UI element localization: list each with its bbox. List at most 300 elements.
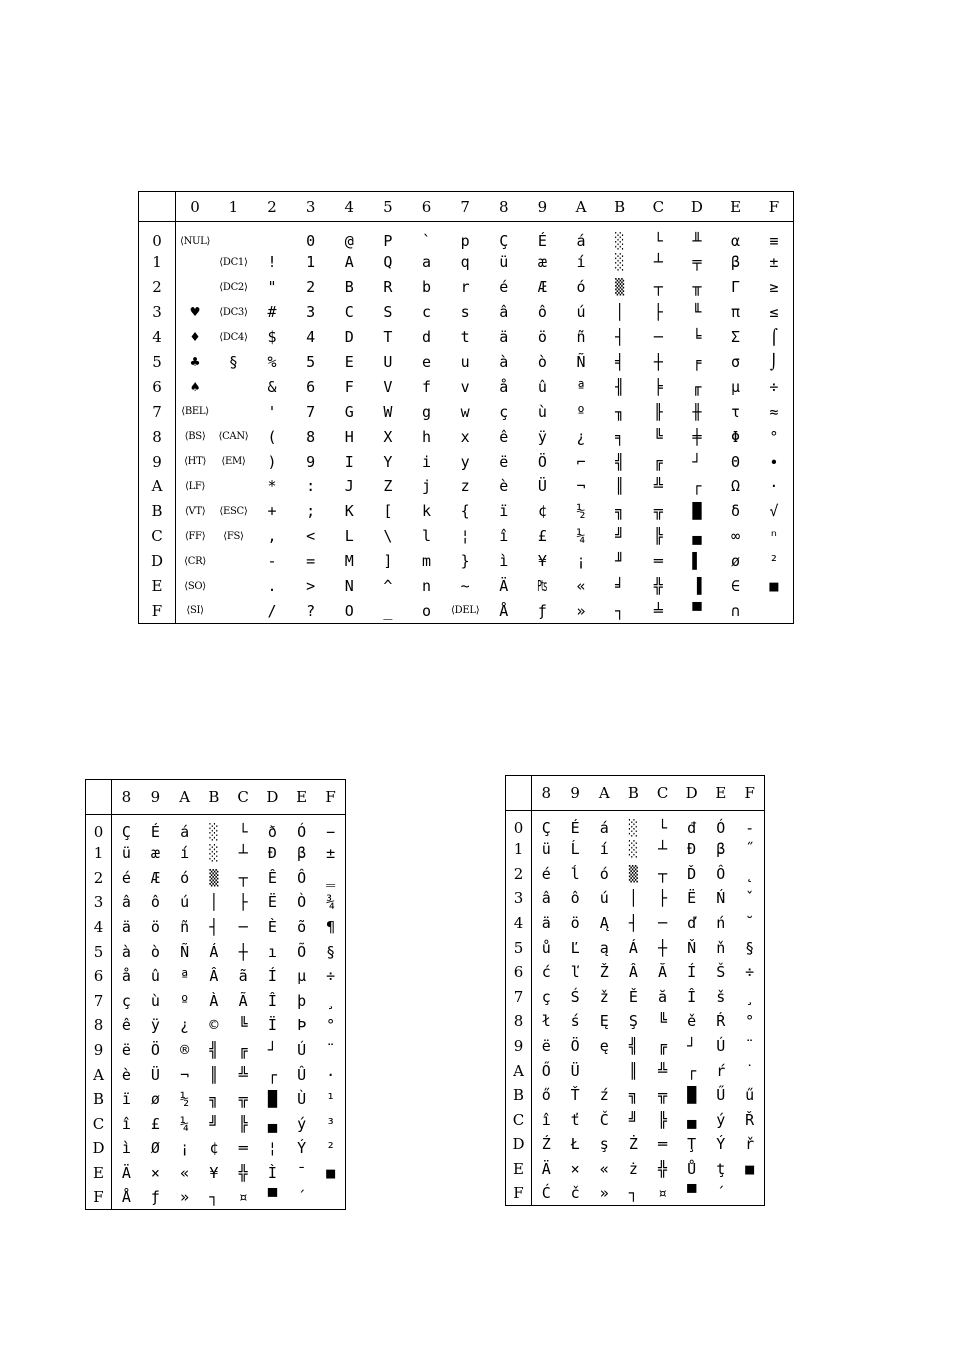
- char-cell: ╠: [653, 527, 663, 546]
- char-cell: &: [267, 377, 277, 396]
- char-cell: g: [422, 402, 432, 421]
- char-cell: Ô: [297, 868, 307, 887]
- char-cell: ¦: [267, 1139, 277, 1158]
- column-header: 8: [532, 776, 561, 811]
- char-cell: !: [267, 253, 277, 272]
- char-cell: ∩: [731, 601, 741, 620]
- char-cell: ł: [541, 1012, 551, 1031]
- char-cell: ┬: [653, 278, 663, 297]
- char-cell: Ű: [716, 1086, 726, 1105]
- row-header: 0: [506, 811, 532, 838]
- table-row: [506, 1083, 765, 1108]
- char-cell: P: [383, 232, 393, 250]
- char-cell: [590, 1058, 619, 1083]
- char-cell: t: [460, 328, 470, 347]
- char-cell: ├: [238, 893, 248, 912]
- char-cell: ¤: [238, 1188, 248, 1207]
- char-cell: ę: [599, 1037, 609, 1056]
- char-cell: ´: [297, 1188, 307, 1207]
- table-row: [86, 939, 346, 964]
- char-cell: å: [121, 967, 131, 986]
- table-row: [139, 474, 794, 499]
- char-cell: 6: [306, 377, 316, 396]
- char-cell: ┤: [628, 914, 638, 933]
- table-row: [139, 549, 794, 574]
- char-cell: ř: [745, 1135, 755, 1154]
- char-cell: §: [745, 938, 755, 957]
- char-cell: @: [344, 232, 354, 250]
- table-row: [506, 985, 765, 1010]
- char-cell: ˇ: [745, 889, 755, 908]
- char-cell: δ: [731, 502, 741, 521]
- char-cell: ź: [599, 1086, 609, 1105]
- char-cell: ╦: [238, 1090, 248, 1109]
- char-cell: ±: [769, 253, 779, 272]
- char-cell: ░: [209, 844, 219, 863]
- char-cell: ┘: [692, 452, 702, 471]
- char-cell: Ů: [687, 1160, 697, 1179]
- char-cell: ╝: [628, 1110, 638, 1129]
- char-cell: Ŕ: [716, 1012, 726, 1031]
- char-cell: ý: [297, 1114, 307, 1133]
- char-cell: ñ: [180, 918, 190, 937]
- row-header: 2: [139, 275, 176, 300]
- char-cell: ░: [628, 840, 638, 859]
- char-cell: ┘: [687, 1037, 697, 1056]
- char-cell: >: [306, 577, 316, 596]
- char-cell: ∞: [731, 527, 741, 546]
- char-cell: ⌡: [769, 353, 779, 371]
- char-cell: ď: [687, 914, 697, 933]
- char-cell: Γ: [731, 278, 741, 297]
- char-cell: ő: [541, 1086, 551, 1105]
- char-cell: »: [180, 1188, 190, 1207]
- char-cell: ╗: [209, 1090, 219, 1109]
- char-cell: ╝: [209, 1114, 219, 1133]
- char-cell: Ã: [238, 991, 248, 1010]
- char-cell: ╔: [653, 452, 663, 471]
- char-cell: ?: [306, 601, 316, 620]
- char-cell: s: [460, 303, 470, 322]
- char-cell: ⟨DEL⟩: [451, 605, 480, 617]
- char-cell: š: [716, 987, 726, 1006]
- char-cell: î: [499, 527, 509, 546]
- char-cell: [176, 250, 215, 275]
- char-cell: C: [344, 303, 354, 322]
- char-cell: Û: [297, 1065, 307, 1084]
- char-cell: Ń: [716, 889, 726, 908]
- char-cell: ⟨BS⟩: [184, 431, 206, 443]
- char-cell: Ö: [570, 1037, 580, 1056]
- char-cell: ╪: [692, 427, 702, 446]
- char-cell: ]: [383, 552, 393, 571]
- code-table-right: [505, 775, 765, 1206]
- char-cell: ≡: [769, 232, 779, 250]
- char-cell: ': [267, 402, 277, 421]
- char-cell: [214, 574, 253, 599]
- char-cell: ð: [267, 823, 277, 841]
- char-cell: Ò: [297, 893, 307, 912]
- row-header: B: [139, 499, 176, 524]
- char-cell: ,: [267, 527, 277, 546]
- char-cell: Ö: [150, 1041, 160, 1060]
- char-cell: ¾: [326, 893, 336, 912]
- column-header: 9: [523, 192, 562, 222]
- char-cell: ╚: [653, 427, 663, 446]
- char-cell: î: [541, 1110, 551, 1129]
- char-cell: β: [731, 253, 741, 272]
- char-cell: M: [344, 552, 354, 571]
- char-cell: ┘: [267, 1041, 277, 1060]
- char-cell: N: [344, 577, 354, 596]
- char-cell: ø: [150, 1090, 160, 1109]
- char-cell: ║: [615, 477, 625, 496]
- char-cell: ø: [731, 552, 741, 571]
- char-cell: Ñ: [576, 353, 586, 371]
- char-cell: ├: [658, 889, 668, 908]
- row-header: 8: [139, 424, 176, 449]
- char-cell: [: [383, 502, 393, 521]
- char-cell: e: [422, 353, 432, 371]
- char-cell: J: [344, 477, 354, 496]
- char-cell: ä: [121, 918, 131, 937]
- char-cell: q: [460, 253, 470, 272]
- char-cell: Ç: [499, 232, 509, 250]
- char-cell: ─: [658, 914, 668, 933]
- char-cell: ö: [570, 914, 580, 933]
- char-cell: ┌: [267, 1065, 277, 1084]
- char-cell: ╬: [658, 1160, 668, 1179]
- char-cell: v: [460, 377, 470, 396]
- char-cell: ö: [537, 328, 547, 347]
- table-row: [139, 374, 794, 399]
- char-cell: y: [460, 452, 470, 471]
- char-cell: Ď: [687, 864, 697, 883]
- table-row: [506, 1181, 765, 1206]
- char-cell: └: [238, 823, 248, 841]
- row-header: C: [86, 1112, 112, 1137]
- char-cell: ┤: [209, 918, 219, 937]
- table-row: [86, 1112, 346, 1137]
- char-cell: ▒: [628, 864, 638, 883]
- row-header: 9: [86, 1038, 112, 1063]
- char-cell: F: [344, 377, 354, 396]
- char-cell: ó: [576, 278, 586, 297]
- char-cell: ▄: [692, 527, 702, 546]
- char-cell: ⟨HT⟩: [184, 456, 207, 468]
- char-cell: ¼: [576, 527, 586, 546]
- char-cell: ì: [121, 1139, 131, 1158]
- char-cell: ┌: [692, 477, 702, 496]
- char-cell: %: [267, 353, 277, 371]
- char-cell: h: [422, 427, 432, 446]
- char-cell: Σ: [731, 328, 741, 347]
- char-cell: ·: [326, 1065, 336, 1084]
- char-cell: Ţ: [687, 1135, 697, 1154]
- char-cell: ƒ: [537, 601, 547, 620]
- char-cell: ─: [653, 328, 663, 347]
- row-header: 0: [139, 222, 176, 251]
- char-cell: ÷: [326, 967, 336, 986]
- corner-cell: [139, 192, 176, 222]
- char-cell: ´: [716, 1184, 726, 1203]
- char-cell: █: [267, 1090, 277, 1109]
- header-row: [86, 780, 346, 815]
- char-cell: ═: [238, 1139, 248, 1158]
- char-cell: [253, 222, 292, 251]
- char-cell: æ: [150, 844, 160, 863]
- char-cell: │: [628, 889, 638, 908]
- char-cell: ï: [121, 1090, 131, 1109]
- row-header: 4: [86, 915, 112, 940]
- char-cell: ó: [180, 868, 190, 887]
- char-cell: ć: [541, 963, 551, 982]
- char-cell: ½: [576, 502, 586, 521]
- char-cell: Ť: [570, 1086, 580, 1105]
- char-cell: ♦: [190, 328, 200, 347]
- char-cell: σ: [731, 353, 741, 371]
- char-cell: ⟨DC3⟩: [219, 306, 248, 318]
- char-cell: é: [499, 278, 509, 297]
- char-cell: ç: [541, 987, 551, 1006]
- char-cell: ;: [306, 502, 316, 521]
- column-header: E: [716, 192, 755, 222]
- char-cell: ç: [499, 402, 509, 421]
- char-cell: 0: [306, 232, 316, 250]
- table-row: [506, 1108, 765, 1133]
- char-cell: Ć: [541, 1184, 551, 1203]
- char-cell: Õ: [297, 942, 307, 961]
- char-cell: è: [121, 1065, 131, 1084]
- char-cell: 2: [306, 278, 316, 297]
- table-row: [506, 1009, 765, 1034]
- char-cell: «: [576, 577, 586, 596]
- char-cell: Ñ: [180, 942, 190, 961]
- char-cell: ╩: [653, 477, 663, 496]
- row-header: E: [506, 1157, 532, 1182]
- char-cell: ♣: [190, 353, 200, 371]
- char-cell: ⟨CAN⟩: [218, 431, 249, 443]
- char-cell: Í: [687, 963, 697, 982]
- char-cell: ╨: [692, 232, 702, 250]
- char-cell: ■: [326, 1164, 336, 1183]
- row-header: B: [86, 1087, 112, 1112]
- column-header: 2: [253, 192, 292, 222]
- row-header: E: [86, 1161, 112, 1186]
- table-row: [86, 1161, 346, 1186]
- table-row: [86, 1062, 346, 1087]
- row-header: 7: [139, 399, 176, 424]
- char-cell: Ω: [731, 477, 741, 496]
- char-cell: Ö: [537, 452, 547, 471]
- char-cell: ╣: [615, 452, 625, 471]
- char-cell: ĺ: [570, 864, 580, 883]
- table-row: [86, 890, 346, 915]
- char-cell: Đ: [687, 840, 697, 859]
- char-cell: ÷: [745, 963, 755, 982]
- char-cell: Θ: [731, 452, 741, 471]
- char-cell: Ř: [745, 1110, 755, 1129]
- char-cell: ╛: [615, 577, 625, 596]
- row-header: 5: [139, 350, 176, 375]
- column-header: 1: [214, 192, 253, 222]
- char-cell: ÷: [769, 377, 779, 396]
- char-cell: Ž: [599, 963, 609, 982]
- char-cell: [176, 275, 215, 300]
- char-cell: ╓: [692, 377, 702, 396]
- char-cell: ═: [653, 552, 663, 571]
- char-cell: ŕ: [716, 1061, 726, 1080]
- char-cell: Ň: [687, 938, 697, 957]
- char-cell: ⟨ESC⟩: [219, 505, 248, 517]
- char-cell: =: [306, 552, 316, 571]
- char-cell: ś: [570, 1012, 580, 1031]
- char-cell: ╟: [653, 402, 663, 421]
- char-cell: ă: [658, 987, 668, 1006]
- char-cell: ň: [716, 938, 726, 957]
- char-cell: Ă: [658, 963, 668, 982]
- char-cell: Ô: [716, 864, 726, 883]
- char-cell: ⟨LF⟩: [184, 480, 206, 492]
- char-cell: ü: [121, 844, 131, 863]
- char-cell: W: [383, 402, 393, 421]
- char-cell: [316, 1185, 345, 1210]
- char-cell: û: [537, 377, 547, 396]
- char-cell: ╡: [615, 353, 625, 371]
- char-cell: τ: [731, 402, 741, 421]
- table-row: [86, 1185, 346, 1210]
- char-cell: :: [306, 477, 316, 496]
- row-header: 6: [506, 960, 532, 985]
- char-cell: β: [716, 840, 726, 859]
- char-cell: ░: [615, 232, 625, 250]
- column-header: B: [619, 776, 648, 811]
- char-cell: o: [422, 601, 432, 620]
- char-cell: √: [769, 502, 779, 521]
- char-cell: ì: [499, 552, 509, 571]
- char-cell: í: [599, 840, 609, 859]
- char-cell: ▒: [615, 278, 625, 297]
- char-cell: ů: [541, 938, 551, 957]
- char-cell: É: [150, 823, 160, 841]
- char-cell: ≤: [769, 303, 779, 322]
- char-cell: │: [615, 303, 625, 322]
- char-cell: ¦: [460, 527, 470, 546]
- row-header: C: [139, 524, 176, 549]
- char-cell: Ě: [628, 987, 638, 1006]
- table-row: [139, 222, 794, 251]
- table-row: [506, 1058, 765, 1083]
- char-cell: Ø: [150, 1139, 160, 1158]
- char-cell: ⟨VT⟩: [184, 505, 206, 517]
- char-cell: í: [180, 844, 190, 863]
- char-cell: â: [541, 889, 551, 908]
- char-cell: Φ: [731, 427, 741, 446]
- char-cell: Ü: [537, 477, 547, 496]
- row-header: 8: [506, 1009, 532, 1034]
- char-cell: π: [731, 303, 741, 322]
- char-cell: ┼: [653, 353, 663, 371]
- char-cell: `: [422, 232, 432, 250]
- char-cell: ¨: [745, 1037, 755, 1056]
- char-cell: ├: [653, 303, 663, 322]
- char-cell: ≥: [769, 278, 779, 297]
- char-cell: ¿: [180, 1016, 190, 1035]
- column-header: 8: [112, 780, 141, 815]
- table-row: [139, 449, 794, 474]
- row-header: D: [86, 1136, 112, 1161]
- char-cell: ⟨SI⟩: [186, 605, 204, 617]
- char-cell: D: [344, 328, 354, 347]
- char-cell: G: [344, 402, 354, 421]
- table-row: [506, 1034, 765, 1059]
- char-cell: i: [422, 452, 432, 471]
- column-header: 9: [561, 776, 590, 811]
- column-header: D: [258, 780, 287, 815]
- row-header: 7: [86, 989, 112, 1014]
- char-cell: ╢: [615, 377, 625, 396]
- table-row: [139, 275, 794, 300]
- char-cell: ⟨FS⟩: [223, 530, 244, 542]
- table-row: [86, 866, 346, 891]
- char-cell: ║: [209, 1065, 219, 1084]
- char-cell: <: [306, 527, 316, 546]
- char-cell: Å: [121, 1188, 131, 1207]
- row-header: E: [139, 574, 176, 599]
- table-row: [506, 935, 765, 960]
- char-cell: ú: [599, 889, 609, 908]
- char-cell: ť: [570, 1110, 580, 1129]
- char-cell: _: [383, 601, 393, 620]
- char-cell: ë: [541, 1037, 551, 1056]
- char-cell: á: [599, 819, 609, 837]
- char-cell: /: [267, 601, 277, 620]
- row-header: 1: [139, 250, 176, 275]
- char-cell: Æ: [537, 278, 547, 297]
- char-cell: ²: [326, 1139, 336, 1158]
- char-cell: È: [267, 918, 277, 937]
- char-cell: Y: [383, 452, 393, 471]
- char-cell: ó: [599, 864, 609, 883]
- char-cell: Ł: [570, 1135, 580, 1154]
- char-cell: ú: [180, 893, 190, 912]
- char-cell: ‗: [326, 868, 336, 887]
- char-cell: ₧: [537, 577, 547, 596]
- char-cell: ½: [180, 1090, 190, 1109]
- char-cell: ż: [628, 1160, 638, 1179]
- char-cell: (: [267, 427, 277, 446]
- char-cell: ë: [499, 452, 509, 471]
- char-cell: ı: [267, 942, 277, 961]
- char-cell: ═: [658, 1135, 668, 1154]
- row-header: D: [139, 549, 176, 574]
- char-cell: Á: [209, 942, 219, 961]
- table-row: [506, 886, 765, 911]
- char-cell: Â: [628, 963, 638, 982]
- char-cell: ╦: [658, 1086, 668, 1105]
- char-cell: à: [499, 353, 509, 371]
- char-cell: á: [576, 232, 586, 250]
- char-cell: ˛: [745, 864, 755, 883]
- char-cell: α: [731, 232, 741, 250]
- char-cell: ï: [499, 502, 509, 521]
- char-cell: ⌐: [576, 452, 586, 471]
- char-cell: ┐: [209, 1188, 219, 1207]
- char-cell: ╣: [628, 1037, 638, 1056]
- char-cell: ╜: [615, 552, 625, 571]
- column-header: A: [590, 776, 619, 811]
- char-cell: °: [769, 427, 779, 446]
